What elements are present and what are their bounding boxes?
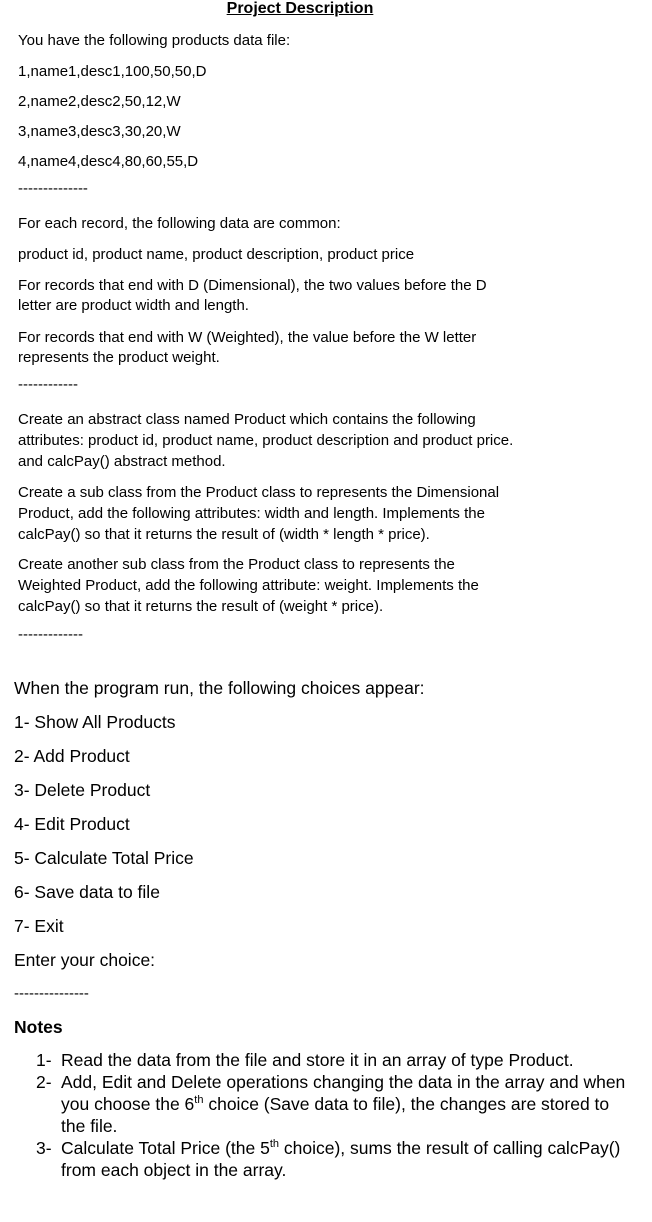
notes-heading: Notes bbox=[14, 1017, 63, 1037]
menu-item: 2- Add Product bbox=[14, 746, 130, 766]
record-line: 4,name4,desc4,80,60,55,D bbox=[18, 153, 199, 170]
menu-item: 3- Delete Product bbox=[14, 780, 151, 800]
note-text: choice), sums the result of calling calcPay() from each object in the array. bbox=[61, 1138, 621, 1180]
note-number: 2- bbox=[36, 1072, 52, 1092]
page-title: Project Description bbox=[226, 0, 374, 17]
note-item bbox=[36, 1071, 636, 1137]
ordinal-suffix: th bbox=[269, 1138, 279, 1151]
choice-prompt: Enter your choice: bbox=[14, 950, 156, 970]
weighted-class-line: calcPay() so that it returns the result of (weight * price). bbox=[18, 598, 384, 615]
menu-item: 7- Exit bbox=[14, 916, 64, 936]
note-number: 1- bbox=[36, 1050, 52, 1070]
separator: --------------- bbox=[14, 985, 89, 1002]
abstract-class-line: attributes: product id, product name, product description and product price. bbox=[18, 432, 514, 449]
common-heading: For each record, the following data are common: bbox=[18, 215, 341, 232]
dimensional-rule-line: letter are product width and length. bbox=[18, 297, 249, 314]
separator: ------------- bbox=[18, 626, 83, 643]
abstract-class-line: Create an abstract class named Product which contains the following bbox=[18, 411, 476, 428]
note-item bbox=[36, 1137, 636, 1181]
menu-item: 6- Save data to file bbox=[14, 882, 160, 902]
separator: ------------ bbox=[18, 376, 78, 393]
notes-list bbox=[36, 1049, 636, 1181]
dimensional-class-line: calcPay() so that it returns the result of (width * length * price). bbox=[18, 526, 430, 543]
intro-text: You have the following products data file: bbox=[18, 32, 291, 49]
menu-item: 4- Edit Product bbox=[14, 814, 130, 834]
record-line: 3,name3,desc3,30,20,W bbox=[18, 123, 181, 140]
weighted-class-line: Weighted Product, add the following attribute: weight. Implements the bbox=[18, 577, 479, 594]
note-text: Add, Edit and Delete operations changing the data in the array and when you choose the 6 bbox=[61, 1072, 626, 1114]
menu-item: 5- Calculate Total Price bbox=[14, 848, 194, 868]
menu-intro: When the program run, the following choices appear: bbox=[14, 678, 425, 698]
note-text: choice (Save data to file), the changes are stored to the file. bbox=[61, 1094, 610, 1136]
note-text: Calculate Total Price (the 5 bbox=[61, 1138, 270, 1158]
record-line: 1,name1,desc1,100,50,50,D bbox=[18, 63, 207, 80]
menu-item: 1- Show All Products bbox=[14, 712, 176, 732]
dimensional-class-line: Product, add the following attributes: width and length. Implements the bbox=[18, 505, 485, 522]
weighted-rule-line: For records that end with W (Weighted), the value before the W letter bbox=[18, 329, 477, 346]
dimensional-class-line: Create a sub class from the Product class to represents the Dimensional bbox=[18, 484, 500, 501]
abstract-class-line: and calcPay() abstract method. bbox=[18, 453, 226, 470]
record-line: 2,name2,desc2,50,12,W bbox=[18, 93, 181, 110]
weighted-rule-line: represents the product weight. bbox=[18, 349, 220, 366]
note-number: 3- bbox=[36, 1138, 52, 1158]
note-text: Read the data from the file and store it in an array of type Product. bbox=[61, 1050, 574, 1070]
weighted-class-line: Create another sub class from the Product class to represents the bbox=[18, 556, 455, 573]
separator: -------------- bbox=[18, 180, 88, 197]
common-fields: product id, product name, product description, product price bbox=[18, 246, 415, 263]
note-item bbox=[36, 1049, 636, 1071]
dimensional-rule-line: For records that end with D (Dimensional), the two values before the D bbox=[18, 277, 487, 294]
ordinal-suffix: th bbox=[194, 1094, 204, 1107]
